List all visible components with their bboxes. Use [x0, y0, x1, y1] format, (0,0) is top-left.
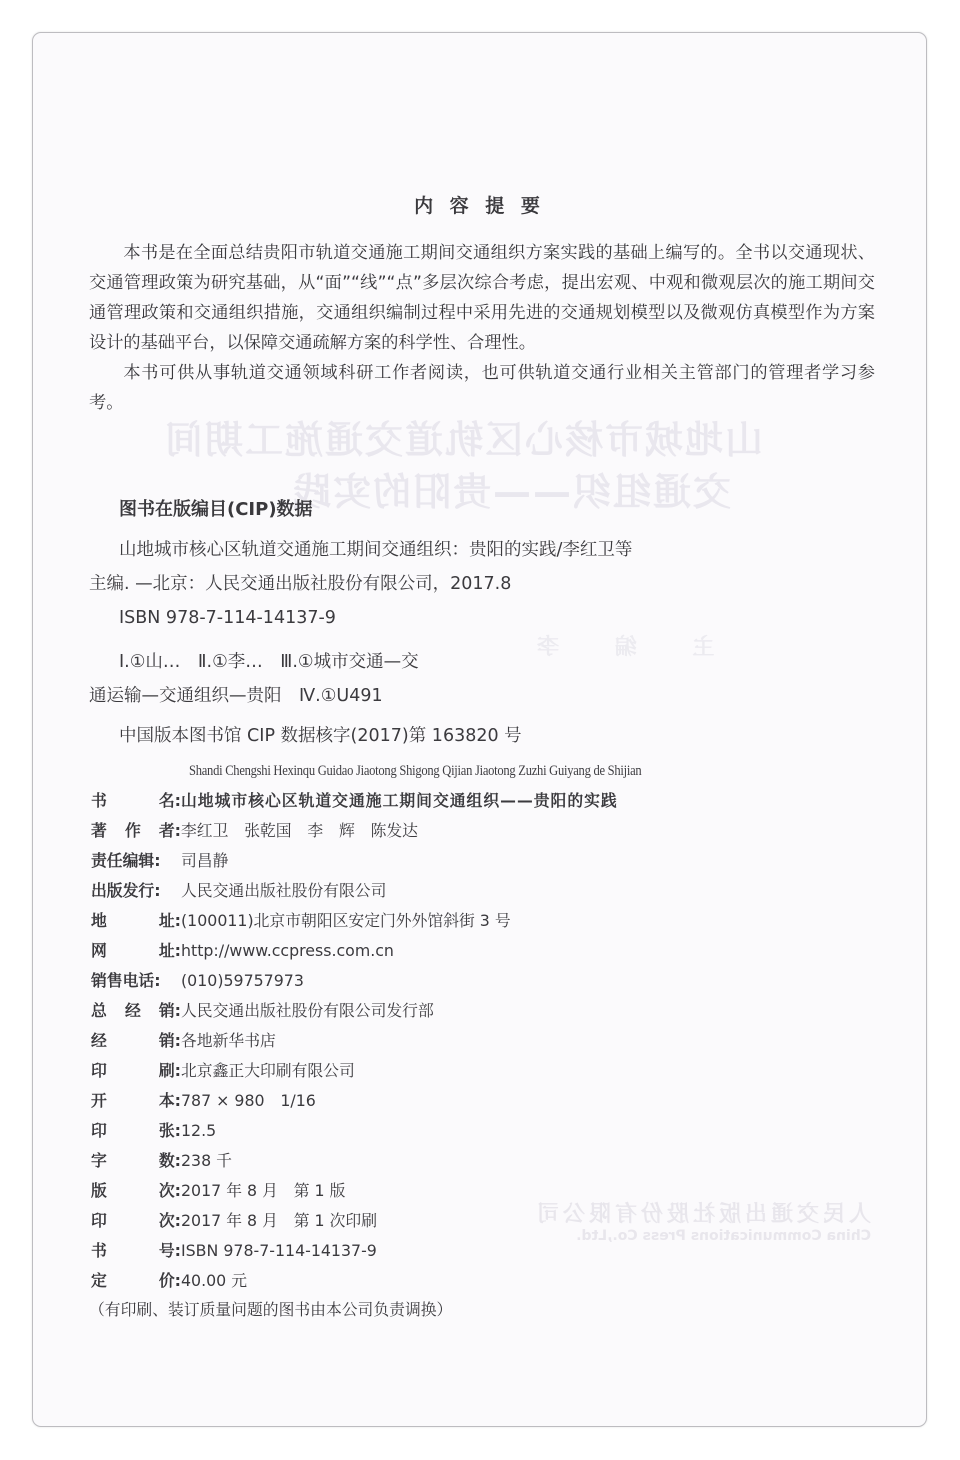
colophon-label: 印 张:: [91, 1121, 181, 1140]
copyright-page: [32, 32, 927, 1427]
colophon-label: 版 次:: [91, 1181, 181, 1200]
colophon-label: 著 作 者:: [91, 821, 181, 840]
printing-value: 2017 年 8 月 第 1 次印刷: [181, 1211, 377, 1230]
isbn-value: ISBN 978-7-114-14137-9: [181, 1241, 377, 1260]
colophon-row-format: [91, 1088, 891, 1118]
colophon-row-printing: [91, 1208, 891, 1238]
price-value: 40.00 元: [181, 1271, 248, 1290]
colophon-label: 字 数:: [91, 1151, 181, 1170]
show-through-editor: 主 编 李: [513, 635, 715, 660]
cip-heading: 图书在版编目(CIP)数据: [119, 499, 313, 520]
printer-value: 北京鑫正大印刷有限公司: [181, 1061, 355, 1080]
colophon-row-publisher: [91, 878, 891, 908]
show-through-title-line1: 山地城市核心区轨道交通施工期间: [163, 418, 764, 462]
editor-value: 司昌静: [181, 851, 229, 870]
colophon-label: 销售电话:: [91, 971, 161, 990]
colophon-label: 印 次:: [91, 1211, 181, 1230]
colophon-label: 书 号:: [91, 1241, 181, 1260]
colophon-row-sheets: [91, 1118, 891, 1148]
colophon-row-printer: [91, 1058, 891, 1088]
colophon-row-edition: [91, 1178, 891, 1208]
colophon-label: 责任编辑:: [91, 851, 161, 870]
colophon-label: 出版发行:: [91, 881, 161, 900]
colophon-label: 网 址:: [91, 941, 181, 960]
book-title-value: 山地城市核心区轨道交通施工期间交通组织——贵阳的实践: [181, 791, 618, 810]
cip-record-number: 中国版本图书馆 CIP 数据核字(2017)第 163820 号: [119, 726, 522, 746]
edition-value: 2017 年 8 月 第 1 版: [181, 1181, 346, 1200]
cip-data-block: [89, 533, 849, 753]
pinyin-title: Shandi Chengshi Hexinqu Guidao Jiaotong Shigong Qijian Jiaotong Zuzhi Guiyang de Shijian: [189, 763, 642, 779]
colophon-row-word-count: [91, 1148, 891, 1178]
colophon-row-editor: [91, 848, 891, 878]
colophon-label: 地 址:: [91, 911, 181, 930]
colophon-row-title: [91, 788, 891, 818]
authors-value: 李红卫 张乾国 李 辉 陈发达: [181, 821, 418, 840]
show-through-logo-cn: 人民交通出版社股份有限公司: [533, 1202, 872, 1227]
abstract-title: 内 容 提 要: [414, 195, 545, 217]
abstract-body: [89, 238, 875, 418]
colophon-label: 总 经 销:: [91, 1001, 181, 1020]
cip-classification-line2: 通运输—交通组织—贵阳 Ⅳ.①U491: [89, 686, 383, 706]
cip-isbn: ISBN 978-7-114-14137-9: [119, 608, 336, 628]
general-distributor-value: 人民交通出版社股份有限公司发行部: [181, 1001, 434, 1020]
publisher-value: 人民交通出版社股份有限公司: [181, 881, 387, 900]
cip-title-line: 山地城市核心区轨道交通施工期间交通组织：贵阳的实践/李红卫等: [119, 540, 633, 560]
abstract-paragraph-2: 本书可供从事轨道交通领域科研工作者阅读，也可供轨道交通行业相关主管部门的管理者学习参考。: [89, 363, 875, 413]
sales-phone-value: (010)59757973: [181, 971, 304, 990]
colophon-label: 开 本:: [91, 1091, 181, 1110]
colophon-row-general-distributor: [91, 998, 891, 1028]
quality-notice: （有印刷、装订质量问题的图书由本公司负责调换）: [89, 1300, 453, 1319]
cip-classification-line1: Ⅰ.①山… Ⅱ.①李… Ⅲ.①城市交通—交: [119, 652, 419, 672]
colophon-row-price: [91, 1268, 891, 1298]
format-value: 787 × 980 1/16: [181, 1091, 316, 1110]
colophon-label: 书 名:: [91, 791, 181, 810]
address-value: (100011)北京市朝阳区安定门外外馆斜街 3 号: [181, 911, 511, 930]
sheets-value: 12.5: [181, 1121, 217, 1140]
colophon-label: 定 价:: [91, 1271, 181, 1290]
website-link: http://www.ccpress.com.cn: [181, 941, 394, 960]
colophon-row-distributor: [91, 1028, 891, 1058]
colophon-row-address: [91, 908, 891, 938]
abstract-paragraph-1: 本书是在全面总结贵阳市轨道交通施工期间交通组织方案实践的基础上编写的。全书以交通现状、交通管理政策为研究基础，从“面”“线”“点”多层次综合考虑，提出宏观、中观和微观层次的施工期间交通管理政策和交通组织措施，交通组织编制过程中采用先进的交通规划模型以及微观仿真模型作为方案设计的基础平台，以保障交通疏解方案的科学性、合理性。: [89, 243, 875, 353]
colophon-row-website: [91, 938, 891, 968]
show-through-title-line2: 交通组织——贵阳的实践: [291, 470, 732, 514]
colophon-row-authors: [91, 818, 891, 848]
colophon-row-isbn: [91, 1238, 891, 1268]
distributor-value: 各地新华书店: [181, 1031, 276, 1050]
colophon-label: 印 刷:: [91, 1061, 181, 1080]
word-count-value: 238 千: [181, 1151, 232, 1170]
colophon: [91, 788, 891, 1298]
show-through-logo-en: China Communications Press Co.,Ltd.: [576, 1228, 872, 1244]
cip-publisher-line: 主编. —北京：人民交通出版社股份有限公司，2017.8: [89, 574, 512, 594]
colophon-row-sales-phone: [91, 968, 891, 998]
colophon-label: 经 销:: [91, 1031, 181, 1050]
